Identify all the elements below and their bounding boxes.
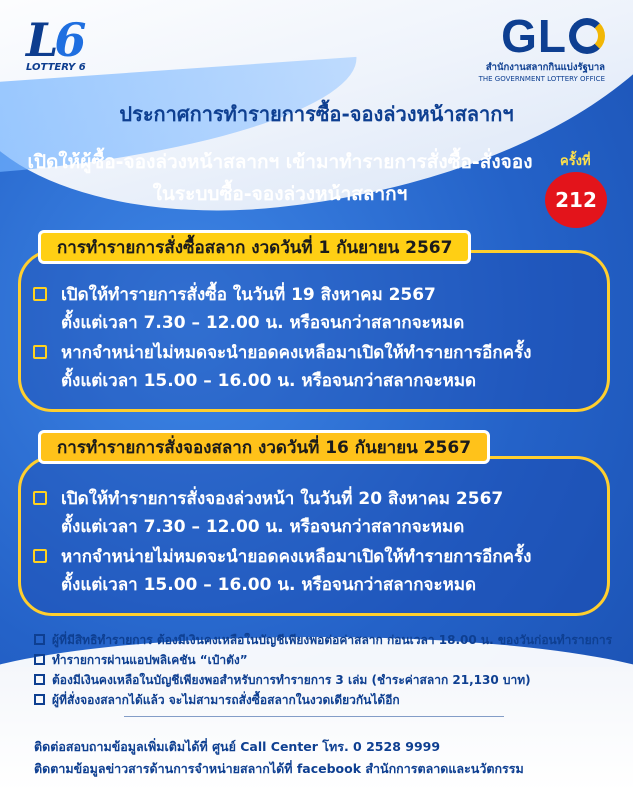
section2-item1-line1: เปิดให้ทำรายการสั่งจองล่วงหน้า ในวันที่ 20 สิงหาคม 2567 bbox=[61, 489, 504, 509]
section2-title: การทำรายการสั่งจองสลาก งวดวันที่ 16 กันยายน 2567 bbox=[38, 430, 490, 464]
checkbox-icon bbox=[33, 549, 47, 563]
section2-item2 bbox=[61, 543, 611, 599]
section1-item1 bbox=[61, 281, 611, 337]
checkbox-icon bbox=[33, 287, 47, 301]
section1-item1-line1: เปิดให้ทำรายการสั่งซื้อ ในวันที่ 19 สิงหาคม 2567 bbox=[61, 285, 436, 305]
note-item: ทำรายการผ่านแอปพลิเคชัน “เป๋าตัง” bbox=[34, 650, 614, 670]
note-item: ผู้ที่มีสิทธิทำรายการ ต้องมีเงินคงเหลือในบัญชีเพียงพอต่อค่าสลาก ก่อนเวลา 18.00 น. ของวันก่อนทำรายการ bbox=[34, 630, 614, 650]
glo-english-name: THE GOVERNMENT LOTTERY OFFICE bbox=[478, 75, 605, 83]
lottery6-logo bbox=[26, 14, 96, 92]
subheadline-line1: เปิดให้ผู้ซื้อ-จองล่วงหน้าสลากฯ เข้ามาทำรายการสั่งซื้อ-สั่งจอง bbox=[27, 151, 533, 173]
subheadline bbox=[20, 146, 540, 210]
note-item: ผู้ที่สั่งจองสลากได้แล้ว จะไม่สามารถสั่งซื้อสลากในงวดเดียวกันได้อีก bbox=[34, 690, 614, 710]
glo-wordmark: GL bbox=[455, 12, 605, 60]
section1-item2-line1: หากจำหน่ายไม่หมดจะนำยอดคงเหลือมาเปิดให้ทำรายการอีกครั้ง bbox=[61, 343, 532, 363]
page-title: ประกาศการทำรายการซื้อ-จองล่วงหน้าสลากฯ bbox=[119, 102, 514, 126]
note-item: ต้องมีเงินคงเหลือในบัญชีเพียงพอสำหรับการทำรายการ 3 เล่ม (ชำระค่าสลาก 21,130 บาท) bbox=[34, 670, 614, 690]
glo-o-icon bbox=[569, 18, 605, 54]
checkbox-icon bbox=[33, 491, 47, 505]
glo-logo bbox=[455, 12, 605, 83]
footer-contact: ติดต่อสอบถามข้อมูลเพิ่มเติมได้ที่ ศูนย์ Call Center โทร. 0 2528 9999 bbox=[34, 739, 441, 754]
checkbox-icon bbox=[34, 674, 45, 685]
section1-item2 bbox=[61, 339, 611, 395]
subheadline-line2: ในระบบซื้อ-จองล่วงหน้าสลากฯ bbox=[152, 183, 408, 205]
section2-item1 bbox=[61, 485, 611, 541]
section2-item2-line2: ตั้งแต่เวลา 15.00 – 16.00 น. หรือจนกว่าสลากจะหมด bbox=[61, 575, 477, 595]
section2-item1-line2: ตั้งแต่เวลา 7.30 – 12.00 น. หรือจนกว่าสลากจะหมด bbox=[61, 517, 465, 537]
footer-facebook: ติดตามข้อมูลข่าวสารด้านการจำหน่ายสลากได้ที่ facebook สำนักการตลาดและนวัตกรรม bbox=[34, 761, 524, 776]
checkbox-icon bbox=[34, 634, 45, 645]
checkbox-icon bbox=[34, 654, 45, 665]
section1-panel bbox=[18, 250, 610, 412]
round-number-badge: 212 bbox=[545, 172, 607, 228]
checkbox-icon bbox=[33, 345, 47, 359]
lottery6-brand-text: LOTTERY 6 bbox=[26, 62, 86, 73]
section2-panel bbox=[18, 456, 610, 616]
checkbox-icon bbox=[34, 694, 45, 705]
section1-item2-line2: ตั้งแต่เวลา 15.00 – 16.00 น. หรือจนกว่าสลากจะหมด bbox=[61, 371, 477, 391]
footer bbox=[34, 736, 524, 780]
section1-item1-line2: ตั้งแต่เวลา 7.30 – 12.00 น. หรือจนกว่าสลากจะหมด bbox=[61, 313, 465, 333]
section1-title: การทำรายการสั่งซื้อสลาก งวดวันที่ 1 กันยายน 2567 bbox=[38, 230, 471, 264]
lottery6-mark: L6 bbox=[26, 13, 83, 67]
round-label: ครั้งที่ bbox=[560, 154, 591, 169]
section2-item2-line1: หากจำหน่ายไม่หมดจะนำยอดคงเหลือมาเปิดให้ทำรายการอีกครั้ง bbox=[61, 547, 532, 567]
divider bbox=[124, 716, 504, 717]
notes-list bbox=[34, 630, 614, 710]
glo-thai-name: สำนักงานสลากกินแบ่งรัฐบาล bbox=[485, 62, 605, 73]
